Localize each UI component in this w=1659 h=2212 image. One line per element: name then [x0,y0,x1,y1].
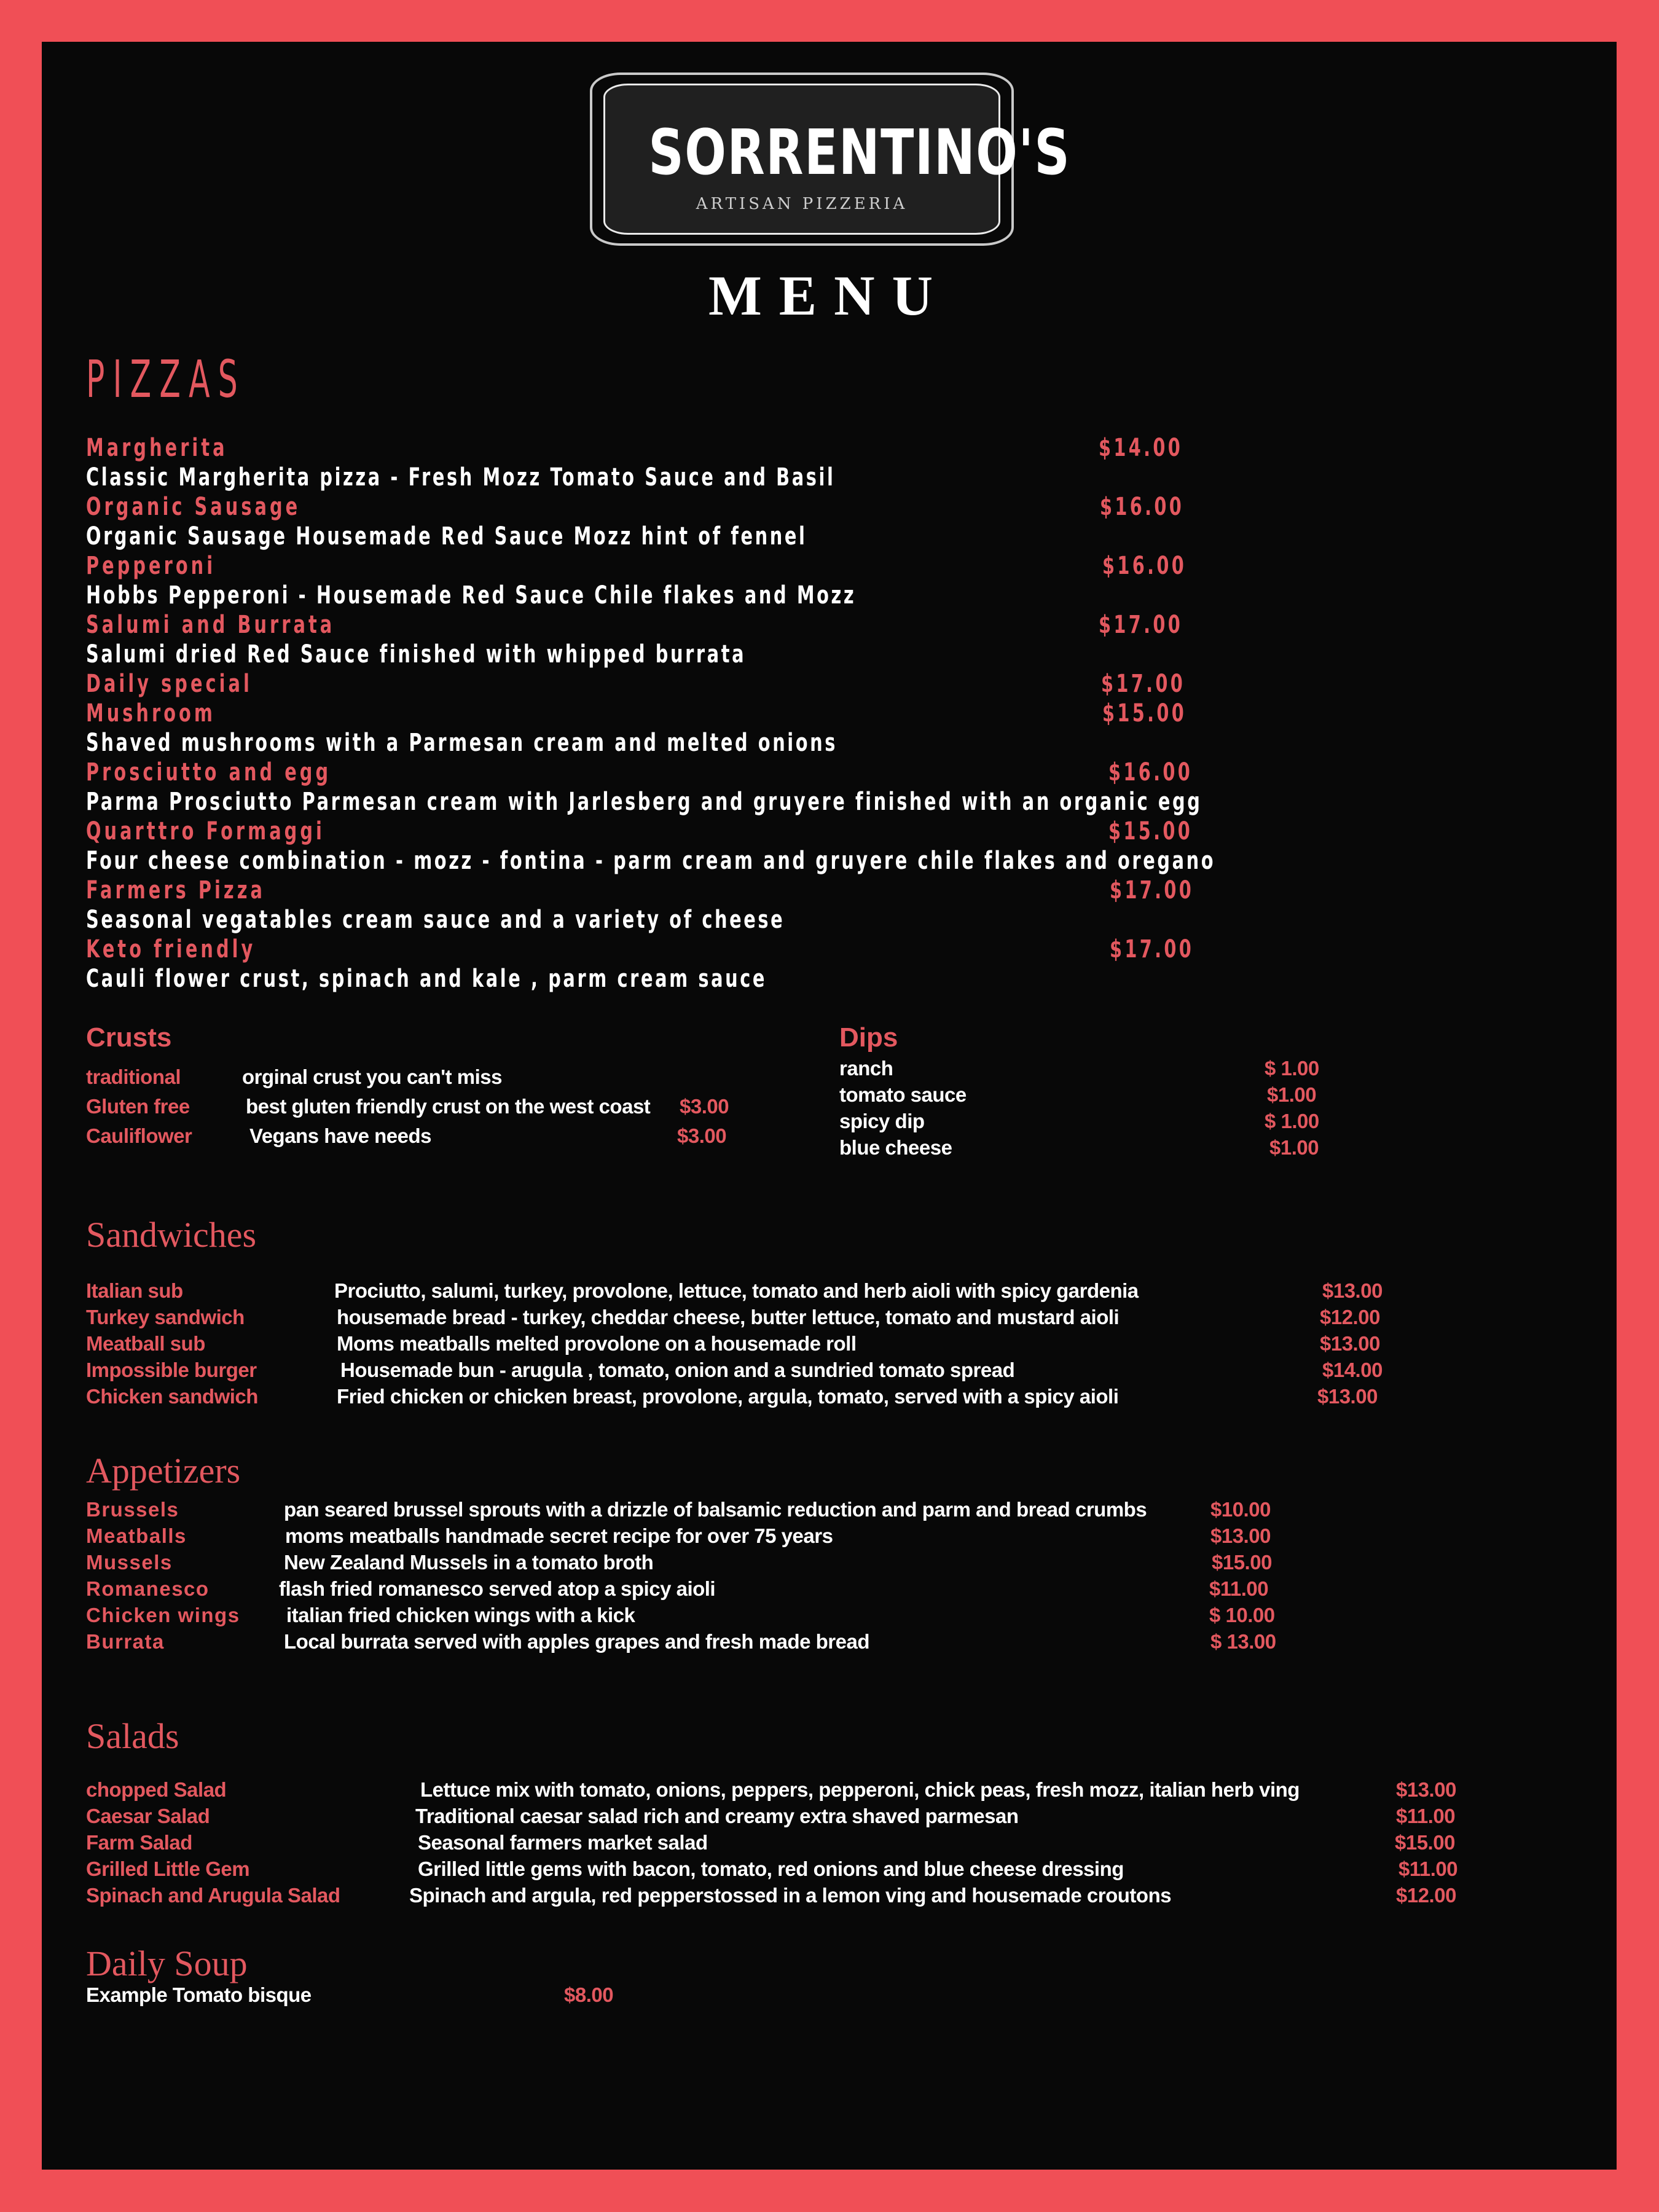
crust-price: $3.00 [677,1124,727,1147]
pizza-description: Classic Margherita pizza - Fresh Mozz Tomato Sauce and Basil [86,463,836,492]
appetizer-name: Chicken wings [86,1604,240,1626]
soup-name: Example Tomato bisque [86,1983,312,2006]
logo-badge [603,84,1071,235]
salad-price: $13.00 [1396,1778,1456,1801]
salad-name: Caesar Salad [86,1805,210,1827]
salad-name: chopped Salad [86,1778,227,1801]
salad-description: Spinach and argula, red pepperstossed in a lemon ving and housemade croutons [409,1884,1172,1907]
dip-name: tomato sauce [839,1083,967,1106]
sandwich-name: Italian sub [86,1279,183,1302]
appetizer-name: Burrata [86,1630,165,1653]
sandwich-description: Fried chicken or chicken breast, provolone, argula, tomato, served with a spicy aioli [337,1385,1119,1408]
sandwich-name: Chicken sandwich [86,1385,258,1408]
dip-price: $1.00 [1267,1083,1317,1106]
sandwich-price: $14.00 [1322,1359,1382,1381]
pizza-price: $16.00 [1100,493,1185,521]
dip-name: blue cheese [839,1136,952,1159]
appetizer-name: Mussels [86,1551,173,1574]
dip-price: $1.00 [1269,1136,1319,1159]
appetizer-description: New Zealand Mussels in a tomato broth [284,1551,654,1574]
salad-description: Lettuce mix with tomato, onions, peppers, pepperoni, chick peas, fresh mozz, italian herb ving [420,1778,1300,1801]
logo-name: SORRENTINO'S [648,116,1071,189]
appetizer-price: $13.00 [1210,1524,1271,1547]
salad-description: Grilled little gems with bacon, tomato, red onions and blue cheese dressing [418,1857,1124,1880]
salads-heading: Salads [86,1716,179,1756]
appetizer-name: Romanesco [86,1577,210,1600]
dip-price: $ 1.00 [1265,1057,1319,1080]
salad-name: Grilled Little Gem [86,1857,250,1880]
pizza-name: Salumi and Burrata [86,611,335,639]
pizza-name: Pepperoni [86,552,216,580]
salad-price: $11.00 [1396,1805,1456,1827]
sandwiches-heading: Sandwiches [86,1215,257,1255]
appetizer-description: flash fried romanesco served atop a spicy aioli [279,1577,716,1600]
pizza-price: $17.00 [1110,876,1194,904]
salad-name: Spinach and Arugula Salad [86,1884,340,1907]
pizza-price: $16.00 [1102,552,1187,580]
sandwich-name: Meatball sub [86,1332,205,1355]
crust-price: $3.00 [680,1095,729,1118]
salad-price: $12.00 [1396,1884,1456,1907]
appetizer-description: Local burrata served with apples grapes and fresh made bread [284,1630,869,1653]
crusts-heading: Crusts [86,1022,172,1053]
pizza-price: $16.00 [1108,758,1193,786]
pizza-name: Farmers Pizza [86,876,266,904]
crust-name: traditional [86,1065,181,1088]
pizza-price: $17.00 [1101,670,1186,698]
sandwich-description: housemade bread - turkey, cheddar cheese, butter lettuce, tomato and mustard aioli [337,1306,1120,1328]
pizza-description: Organic Sausage Housemade Red Sauce Mozz hint of fennel [86,522,807,551]
appetizer-name: Meatballs [86,1524,187,1547]
pizza-price: $14.00 [1099,434,1183,462]
soup-price: $8.00 [564,1983,614,2006]
pizza-price: $17.00 [1099,611,1183,639]
salad-description: Seasonal farmers market salad [418,1831,708,1854]
appetizer-price: $ 10.00 [1209,1604,1275,1626]
salad-description: Traditional caesar salad rich and creamy extra shaved parmesan [415,1805,1019,1827]
pizza-name: Margherita [86,434,228,462]
sandwich-description: Housemade bun - arugula , tomato, onion and a sundried tomato spread [340,1359,1015,1381]
appetizer-price: $15.00 [1212,1551,1272,1574]
menu-title: MENU [708,264,951,327]
pizza-name: Daily special [86,670,253,698]
pizza-description: Four cheese combination - mozz - fontina - parm cream and gruyere chile flakes and oregano [86,847,1216,875]
dip-name: spicy dip [839,1110,925,1132]
logo-subtitle: ARTISAN PIZZERIA [696,195,908,213]
pizza-description: Shaved mushrooms with a Parmesan cream and melted onions [86,729,838,757]
appetizer-price: $10.00 [1210,1498,1271,1521]
pizza-name: Organic Sausage [86,493,301,521]
pizza-name: Quarttro Formaggi [86,817,325,845]
pizza-description: Cauli flower crust, spinach and kale , parm cream sauce [86,965,767,993]
salad-name: Farm Salad [86,1831,192,1854]
crust-name: Cauliflower [86,1124,192,1147]
sandwich-price: $13.00 [1322,1279,1382,1302]
appetizer-name: Brussels [86,1498,179,1521]
sandwich-price: $13.00 [1320,1332,1380,1355]
appetizer-description: moms meatballs handmade secret recipe for over 75 years [285,1524,833,1547]
restaurant-logo [590,73,1071,246]
pizzas-heading: PIZZAS [86,349,246,409]
pizza-price: $15.00 [1108,817,1193,845]
sandwich-price: $12.00 [1320,1306,1380,1328]
pizza-description: Salumi dried Red Sauce finished with whipped burrata [86,640,747,669]
dip-name: ranch [839,1057,893,1080]
pizza-name: Prosciutto and egg [86,758,332,786]
pizza-price: $15.00 [1102,699,1187,728]
crust-description: best gluten friendly crust on the west coast [246,1095,651,1118]
sandwich-price: $13.00 [1317,1385,1378,1408]
crust-name: Gluten free [86,1095,190,1118]
dip-price: $ 1.00 [1265,1110,1319,1132]
pizza-name: Mushroom [86,699,216,728]
appetizer-description: pan seared brussel sprouts with a drizzle of balsamic reduction and parm and bread crumbs [284,1498,1147,1521]
pizza-description: Hobbs Pepperoni - Housemade Red Sauce Chile flakes and Mozz [86,581,857,610]
pizza-price: $17.00 [1110,935,1194,963]
appetizer-description: italian fried chicken wings with a kick [286,1604,635,1626]
crust-description: orginal crust you can't miss [242,1065,502,1088]
pizza-description: Seasonal vegatables cream sauce and a variety of cheese [86,906,785,934]
appetizer-price: $11.00 [1209,1577,1269,1600]
appetizer-price: $ 13.00 [1210,1630,1276,1653]
pizza-name: Keto friendly [86,935,256,963]
crust-description: Vegans have needs [249,1124,431,1147]
salad-price: $15.00 [1395,1831,1455,1854]
sandwich-description: Moms meatballs melted provolone on a housemade roll [337,1332,857,1355]
salad-price: $11.00 [1398,1857,1458,1880]
sandwich-name: Turkey sandwich [86,1306,245,1328]
menu-panel [42,42,1617,2170]
sandwich-description: Prociutto, salumi, turkey, provolone, lettuce, tomato and herb aioli with spicy gardenia [334,1279,1139,1302]
appetizers-heading: Appetizers [86,1451,241,1491]
pizza-description: Parma Prosciutto Parmesan cream with Jarlesberg and gruyere finished with an organic egg [86,788,1202,816]
sandwich-name: Impossible burger [86,1359,257,1381]
soup-heading: Daily Soup [86,1943,248,1983]
dips-heading: Dips [839,1022,898,1053]
